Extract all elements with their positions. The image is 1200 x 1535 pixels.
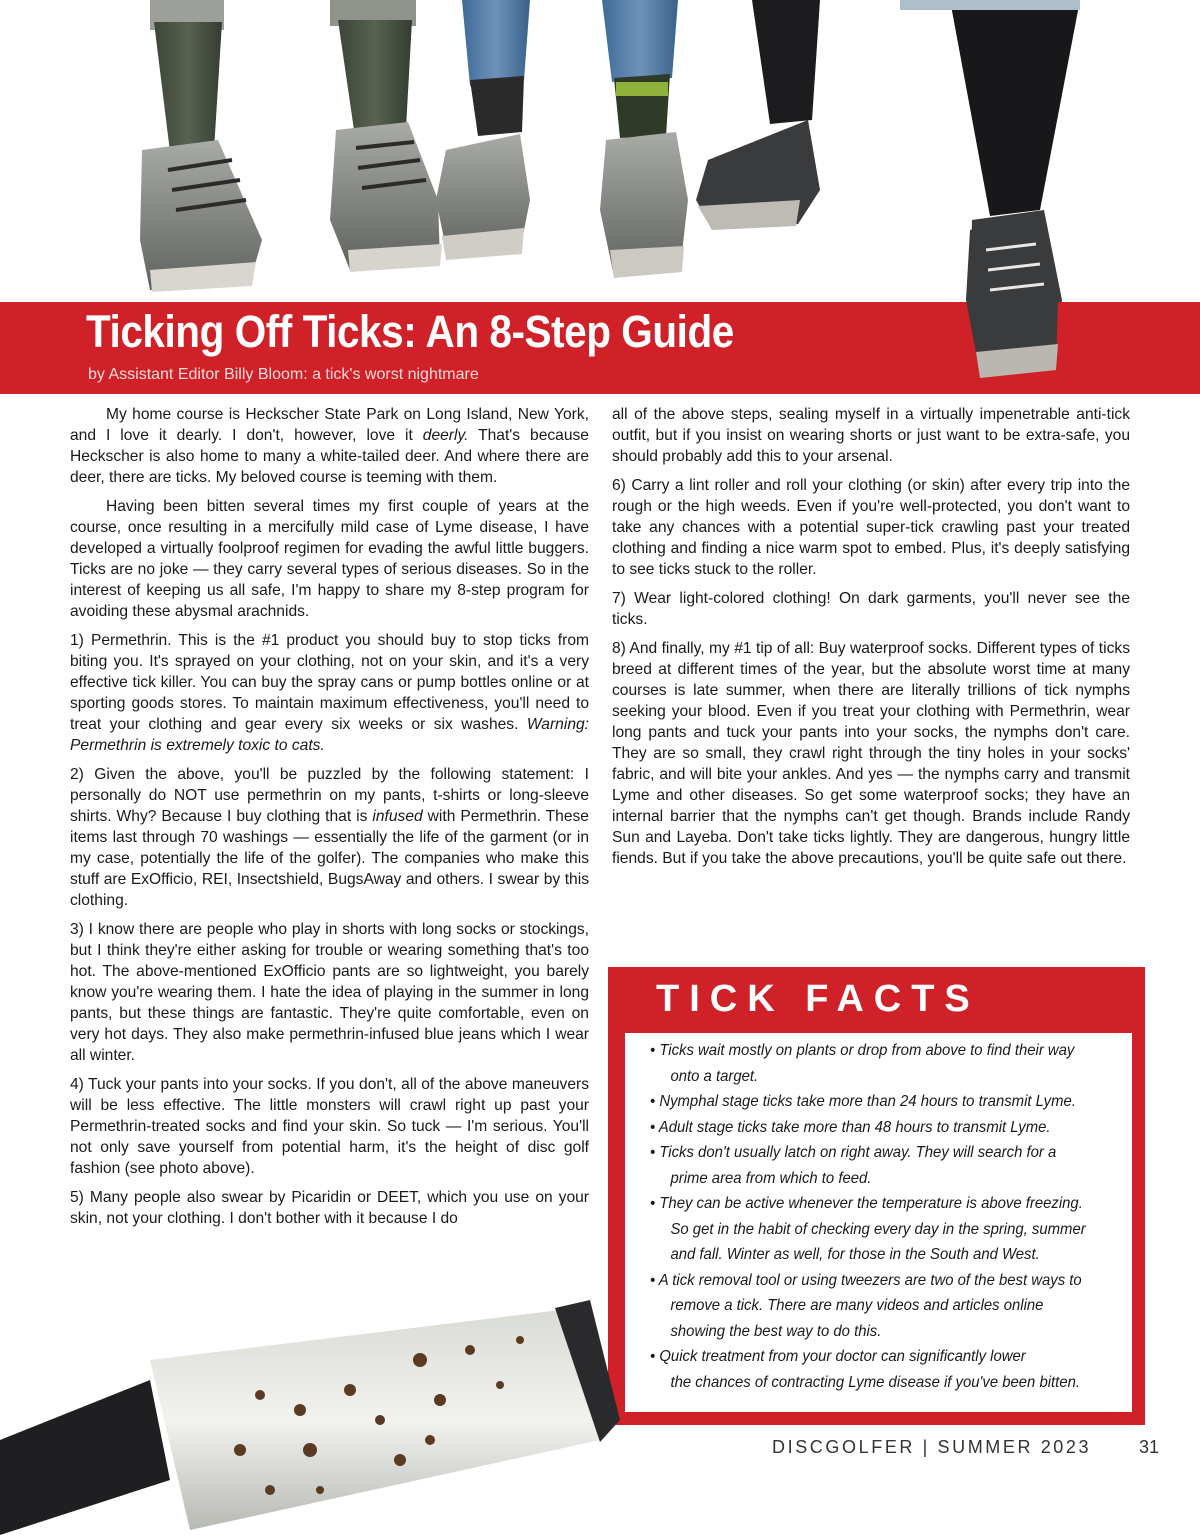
tick-facts-title: TICK FACTS — [656, 978, 980, 1020]
article-byline: by Assistant Editor Billy Bloom: a tick's worst nightmare — [88, 366, 479, 383]
tick-fact-item: • Quick treatment from your doctor can significantly lower the chances of contracting Lyme disease if you've been bitten. — [650, 1348, 1081, 1391]
step-1-paragraph: 1) Permethrin. This is the #1 product you should buy to stop ticks from biting you. It's sprayed on your clothing, not on your skin, and it's a very effective tick killer. You can buy the spray cans or pump bottles online or at sporting goods stores. To maintain maximum effectiveness, you'll need to treat your clothing and gear every six weeks or six washes. Warning: Permethrin is extremely toxic to cats. — [70, 632, 589, 754]
tick-fact-item: • A tick removal tool or using tweezers are two of the best ways to remove a tick. There are many videos and articles online showing the best way to do this. — [650, 1271, 1082, 1340]
article-column-right — [612, 404, 1130, 877]
page-number: 31 — [1139, 1437, 1160, 1457]
intro-paragraph-1: My home course is Heckscher State Park on Long Island, New York, and I love it dearly. I don't, however, love it deerly. That's because Heckscher is also home to many a white-tailed deer. And where there are deer, there are ticks. My beloved course is teeming with them. — [70, 406, 589, 486]
lint-roller-photo — [0, 1290, 620, 1535]
article-column-left — [70, 404, 589, 1237]
footer-magazine-issue: DISCGOLFER | SUMMER 2023 — [772, 1437, 1092, 1457]
tick-fact-item: • Nymphal stage ticks take more than 24 hours to transmit Lyme. — [650, 1093, 1076, 1110]
step-6-paragraph: 6) Carry a lint roller and roll your clothing (or skin) after every trip into the rough or the high weeds. Even if you're well-protected, you don't want to take any chances with a potential super-tick crawling past your treated clothing and finding a nice warm spot to embed. Plus, it's deeply satisfying to see ticks stuck to the roller. — [612, 477, 1130, 578]
tick-fact-item: • Adult stage ticks take more than 48 hours to transmit Lyme. — [650, 1118, 1051, 1136]
step-5-paragraph-start: 5) Many people also swear by Picaridin or DEET, which you use on your skin, not your clothing. I don't bother with it because I do — [70, 1189, 589, 1227]
step-4-paragraph: 4) Tuck your pants into your socks. If you don't, all of the above maneuvers will be less effective. The little monsters will crawl right up past your Permethrin-treated socks and find your skin. So tuck — I'm serious. You'll not only save yourself from potential harm, it's the height of disc golf fashion (see photo above). — [70, 1076, 589, 1177]
tick-fact-item: • Ticks don't usually latch on right away. They will search for a prime area from which to feed. — [650, 1144, 1057, 1187]
tick-fact-item: • Ticks wait mostly on plants or drop from above to find their way onto a target. — [650, 1042, 1075, 1085]
article-title: Ticking Off Ticks: An 8-Step Guide — [86, 306, 734, 357]
intro-paragraph-2: Having been bitten several times my first couple of years at the course, once resulting in a mercifully mild case of Lyme disease, I have developed a virtually foolproof regimen for evading the awful little buggers. Ticks are no joke — they carry several types of serious diseases. So in the interest of keeping us all safe, I'm happy to share my 8-step program for avoiding these abysmal arachnids. — [70, 498, 589, 620]
step-7-paragraph: 7) Wear light-colored clothing! On dark garments, you'll never see the ticks. — [612, 590, 1130, 628]
tick-facts-list — [650, 1038, 1087, 1395]
step-8-paragraph: 8) And finally, my #1 tip of all: Buy waterproof socks. Different types of ticks breed at different times of the year, but the absolute worst time at many courses is late summer, when there are literally trillions of tick nymphs seeking your blood. Even if you treat your clothing with Permethrin, wear long pants and tuck your pants into your socks, the nymphs don't care. They are so small, they crawl right through the tiny holes in your socks' fabric, and will bite your ankles. And yes — the nymphs carry and transmit Lyme and other diseases. So get some waterproof socks; they have an internal barrier that the nymphs can't get though. Brands include Randy Sun and Layeba. Don't take ticks lightly. They are dangerous, hungry little fiends. But if you take the above precautions, you'll be quite safe out there. — [612, 640, 1130, 867]
step-2-paragraph: 2) Given the above, you'll be puzzled by the following statement: I personally do NOT use permethrin on my pants, t-shirts or long-sleeve shirts. Why? Because I buy clothing that is infused with Permethrin. These items last through 70 washings — essentially the life of the garment (or in my case, potentially the life of the golfer). The companies who make this stuff are ExOfficio, REI, Insectshield, BugsAway and others. I swear by this clothing. — [70, 766, 589, 909]
step-5-paragraph-end: all of the above steps, sealing myself in a virtually impenetrable anti-tick outfit, but if you insist on wearing shorts or just want to be extra-safe, you should probably add this to your arsenal. — [612, 406, 1130, 465]
tick-fact-item: • They can be active whenever the temperature is above freezing. So get in the habit of checking every day in the spring, summer and fall. Winter as well, for those in the South and West. — [650, 1195, 1086, 1263]
step-3-paragraph: 3) I know there are people who play in shorts with long socks or stockings, but I think they're either asking for trouble or wearing something that's too hot. The above-mentioned ExOfficio pants are so lightweight, you barely know you're wearing them. I hate the idea of playing in the summer in long pants, but these things are fantastic. They're quite comfortable, even on very hot days. They also make permethrin-infused blue jeans which I wear all winter. — [70, 921, 589, 1064]
